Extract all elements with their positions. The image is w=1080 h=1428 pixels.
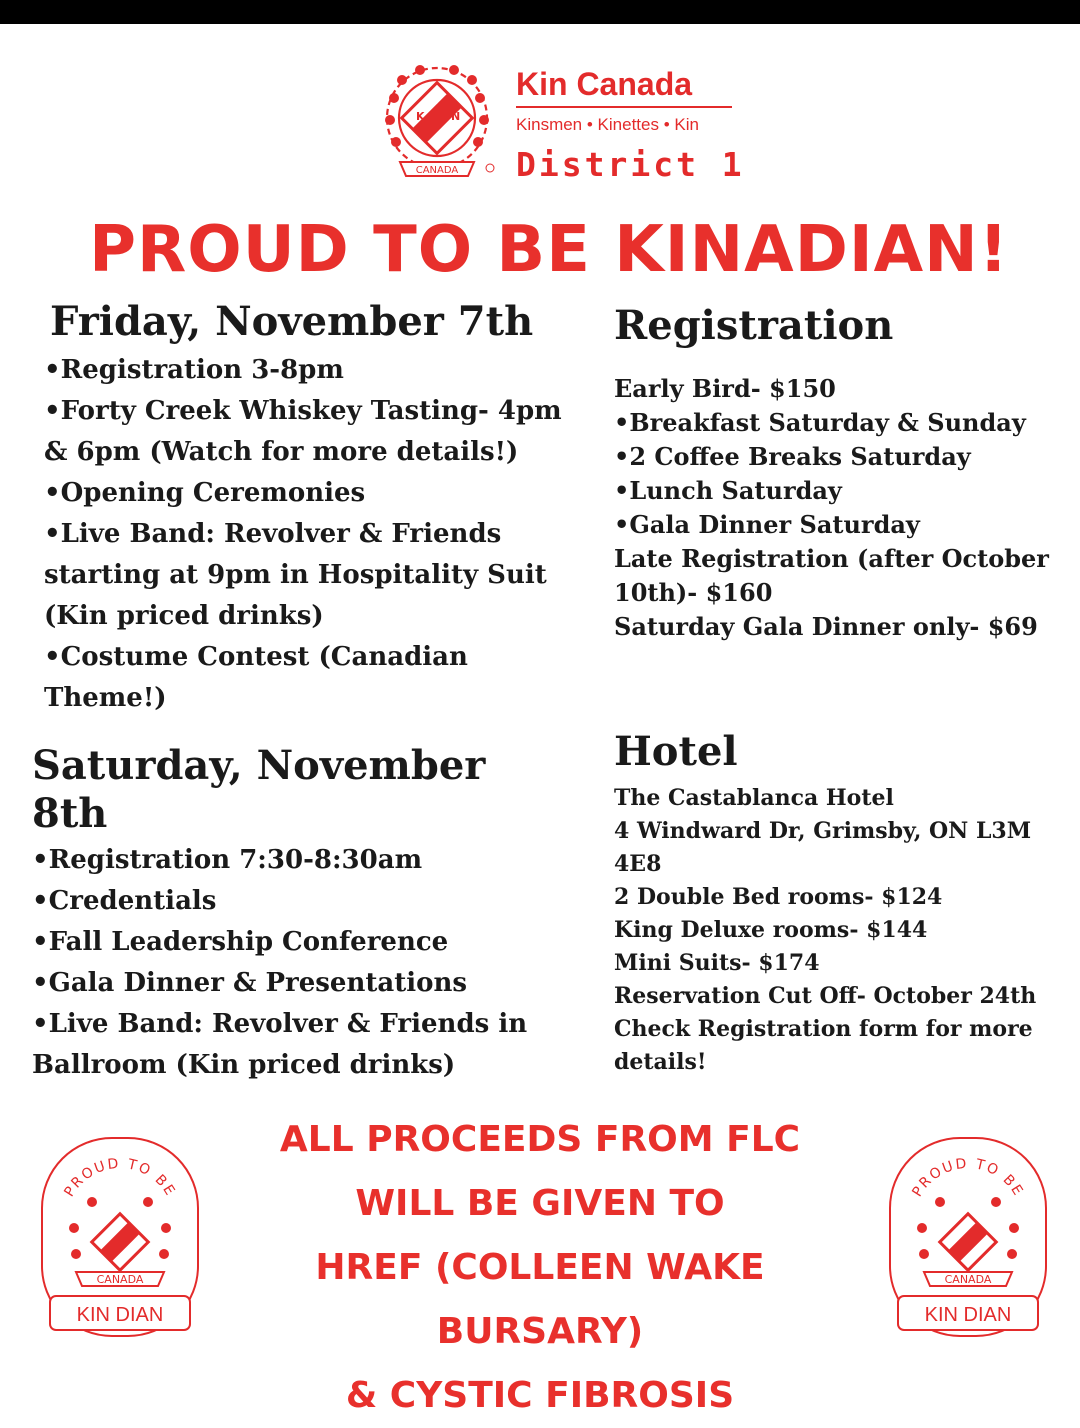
brand-divider <box>516 106 732 108</box>
saturday-section <box>32 742 572 1086</box>
hotel-section <box>614 728 1074 1079</box>
proceeds-line: HREF (COLLEEN WAKE BURSARY) <box>315 1247 765 1352</box>
badge-ribbon-text: CANADA <box>944 1273 992 1286</box>
proceeds-line: & CYSTIC FIBROSIS <box>345 1375 735 1416</box>
badge-label: KIN DIAN <box>76 1304 164 1326</box>
brand-subtitle: Kinsmen • Kinettes • Kin <box>516 115 699 134</box>
kinadian-badge-left <box>36 1132 204 1342</box>
friday-item: •Live Band: Revolver & Friends starting at 9pm in Hospitality Suit (Kin priced drinks) <box>44 519 547 631</box>
hotel-item: Mini Suits- $174 <box>614 950 820 976</box>
proceeds-line: ALL PROCEEDS FROM FLC <box>279 1119 801 1160</box>
badge-arc-text: PROUD TO BE <box>909 1155 1027 1200</box>
saturday-item: •Credentials <box>32 886 217 916</box>
registration-item: •Lunch Saturday <box>614 476 842 505</box>
registration-item: •2 Coffee Breaks Saturday <box>614 442 971 471</box>
badge-label: KIN DIAN <box>924 1304 1012 1326</box>
badge-arc-text: PROUD TO BE <box>61 1155 179 1200</box>
saturday-item: •Fall Leadership Conference <box>32 927 449 957</box>
friday-item: •Registration 3-8pm <box>44 355 344 385</box>
logo-letter-i: I <box>434 94 439 107</box>
friday-item: •Forty Creek Whiskey Tasting- 4pm & 6pm (Watch for more details!) <box>44 396 562 467</box>
logo-letter-n: N <box>451 110 461 123</box>
hotel-item: King Deluxe rooms- $144 <box>614 917 928 943</box>
friday-title: Friday, November 7th <box>50 298 534 345</box>
brand-district: District 1 <box>516 145 745 184</box>
registration-section <box>614 302 1054 644</box>
hotel-item: Reservation Cut Off- October 24th <box>614 983 1037 1009</box>
saturday-item: •Live Band: Revolver & Friends in Ballroom (Kin priced drinks) <box>32 1009 528 1080</box>
friday-section <box>44 298 564 719</box>
logo-ribbon-text: CANADA <box>415 165 459 176</box>
proceeds-notice <box>208 1108 872 1428</box>
hotel-title: Hotel <box>614 728 738 775</box>
badge-ribbon-text: CANADA <box>96 1273 144 1286</box>
logo-letter-k: K <box>416 110 425 123</box>
hotel-item: 2 Double Bed rooms- $124 <box>614 884 943 910</box>
friday-item: •Opening Ceremonies <box>44 478 366 508</box>
friday-item: •Costume Contest (Canadian Theme!) <box>44 642 468 713</box>
hotel-item: The Castablanca Hotel <box>614 785 894 811</box>
registration-item: Saturday Gala Dinner only- $69 <box>614 612 1038 641</box>
top-bar <box>0 0 1080 24</box>
brand-block <box>516 64 756 188</box>
kinadian-badge-right <box>884 1132 1052 1342</box>
hotel-item: 4 Windward Dr, Grimsby, ON L3M 4E8 <box>614 818 1032 877</box>
registration-item: •Breakfast Saturday & Sunday <box>614 408 1026 437</box>
headline: PROUD TO BE KINADIAN! <box>89 213 1009 287</box>
registration-item: Late Registration (after October 10th)- $160 <box>614 544 1049 607</box>
saturday-item: •Registration 7:30-8:30am <box>32 845 423 875</box>
brand-name: Kin Canada <box>516 66 693 102</box>
kin-canada-logo <box>372 58 502 188</box>
proceeds-line: WILL BE GIVEN TO <box>355 1183 725 1224</box>
registration-title: Registration <box>614 302 894 349</box>
saturday-item: •Gala Dinner & Presentations <box>32 968 467 998</box>
hotel-item: Check Registration form for more details! <box>614 1016 1033 1075</box>
registration-item: Early Bird- $150 <box>614 374 836 403</box>
saturday-title: Saturday, November 8th <box>32 742 486 837</box>
registration-item: •Gala Dinner Saturday <box>614 510 920 539</box>
